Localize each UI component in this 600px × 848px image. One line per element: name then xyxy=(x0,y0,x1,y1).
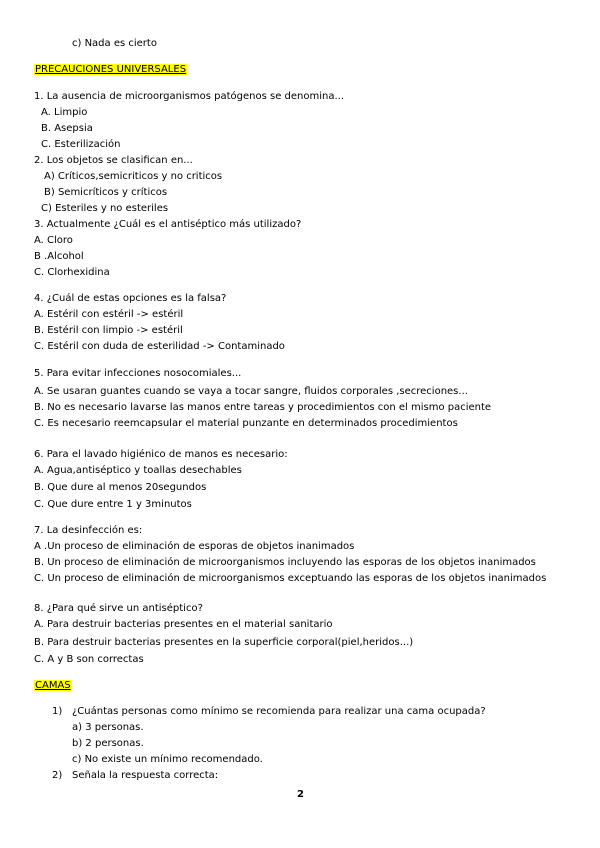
q3-option-c: C. Clorhexidina xyxy=(34,267,110,278)
heading-text: CAMAS xyxy=(35,680,71,691)
q2-option-c: C) Esteriles y no esteriles xyxy=(41,203,169,214)
q7-option-b: B. Un proceso de eliminación de microorganismos incluyendo las esporas de los objetos inanimados xyxy=(34,557,536,568)
question-6: 6. Para el lavado higiénico de manos es necesario: xyxy=(34,449,288,460)
camas-question-1: ¿Cuántas personas como mínimo se recomienda para realizar una cama ocupada? xyxy=(72,706,486,717)
camas-q1-option-a: a) 3 personas. xyxy=(72,722,144,733)
q6-option-c: C. Que dure entre 1 y 3minutos xyxy=(34,499,192,510)
q1-option-c: C. Esterilización xyxy=(41,139,121,150)
page-number: 2 xyxy=(297,789,304,800)
q1-option-b: B. Asepsia xyxy=(41,123,93,134)
camas-q1-option-c: c) No existe un mínimo recomendado. xyxy=(72,754,263,765)
heading-text: PRECAUCIONES UNIVERSALES xyxy=(35,64,187,75)
question-3: 3. Actualmente ¿Cuál es el antiséptico más utilizado? xyxy=(34,219,302,230)
camas-question-2: Señala la respuesta correcta: xyxy=(72,770,219,781)
question-1: 1. La ausencia de microorganismos patógenos se denomina... xyxy=(34,91,345,102)
q4-option-b: B. Estéril con limpio -> estéril xyxy=(34,325,183,336)
question-7: 7. La desinfección es: xyxy=(34,525,143,536)
option-c-prev: c) Nada es cierto xyxy=(72,38,157,49)
q8-option-b: B. Para destruir bacterias presentes en la superficie corporal(piel,heridos...) xyxy=(34,637,414,648)
question-4: 4. ¿Cuál de estas opciones es la falsa? xyxy=(34,293,227,304)
section-heading-camas xyxy=(34,680,72,692)
camas-q1-option-b: b) 2 personas. xyxy=(72,738,144,749)
q4-option-a: A. Estéril con estéril -> estéril xyxy=(34,309,184,320)
question-2: 2. Los objetos se clasifican en... xyxy=(34,155,193,166)
question-8: 8. ¿Para qué sirve un antiséptico? xyxy=(34,603,203,614)
q3-option-a: A. Cloro xyxy=(34,235,73,246)
q2-option-a: A) Críticos,semicriticos y no criticos xyxy=(44,171,223,182)
q8-option-c: C. A y B son correctas xyxy=(34,654,144,665)
q6-option-b: B. Que dure al menos 20segundos xyxy=(34,482,207,493)
q4-option-c: C. Estéril con duda de esterilidad -> Contaminado xyxy=(34,341,285,352)
q3-option-b: B .Alcohol xyxy=(34,251,84,262)
q7-option-a: A .Un proceso de eliminación de esporas de objetos inanimados xyxy=(34,541,355,552)
q7-option-c: C. Un proceso de eliminación de microorganismos exceptuando las esporas de los objetos inanimados xyxy=(34,573,547,584)
question-5: 5. Para evitar infecciones nosocomiales... xyxy=(34,368,242,379)
list-number-1: 1) xyxy=(52,706,63,717)
q2-option-b: B) Semicríticos y críticos xyxy=(44,187,168,198)
list-number-2: 2) xyxy=(52,770,63,781)
q1-option-a: A. Limpio xyxy=(41,107,88,118)
q5-option-c: C. Es necesario reemcapsular el material punzante en determinados procedimientos xyxy=(34,418,458,429)
q5-option-a: A. Se usaran guantes cuando se vaya a tocar sangre, fluidos corporales ,secreciones... xyxy=(34,386,468,397)
section-heading-precauciones xyxy=(34,64,187,76)
q5-option-b: B. No es necesario lavarse las manos entre tareas y procedimientos con el mismo paciente xyxy=(34,402,492,413)
q8-option-a: A. Para destruir bacterias presentes en el material sanitario xyxy=(34,619,333,630)
q6-option-a: A. Agua,antiséptico y toallas desechables xyxy=(34,465,242,476)
